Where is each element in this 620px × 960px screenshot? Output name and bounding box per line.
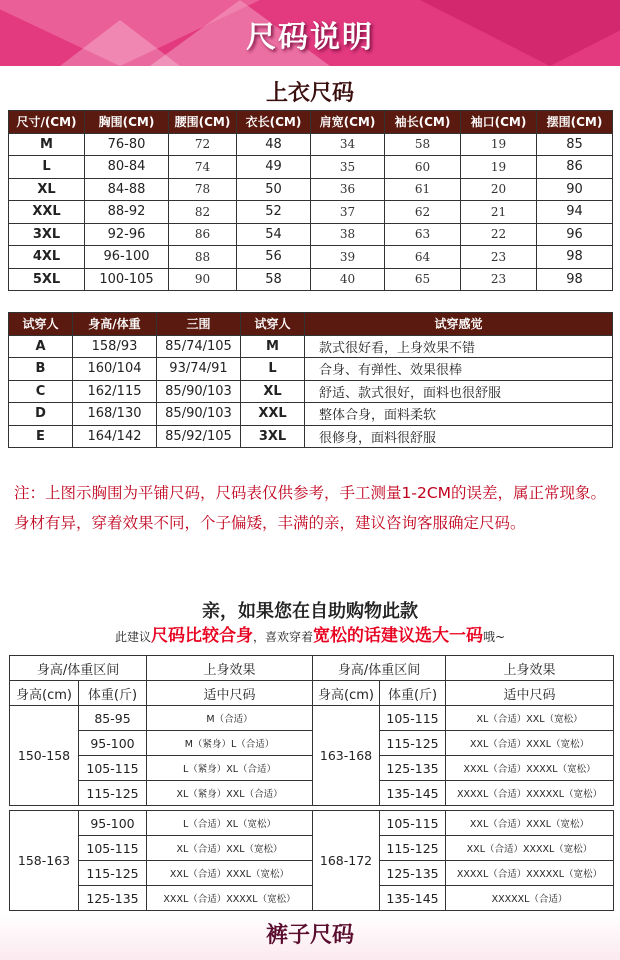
weight-cell: 135-145 bbox=[380, 781, 446, 806]
header-banner bbox=[0, 0, 620, 66]
table-row bbox=[9, 425, 613, 448]
size-cell: XXXXL（合适）XXXXXL（宽松） bbox=[446, 861, 614, 886]
table-cell: 94 bbox=[537, 201, 613, 224]
size-cell: XXL（合适）XXXL（宽松） bbox=[147, 861, 313, 886]
advice-text-3: 哦~ bbox=[482, 630, 506, 644]
size-cell: XXL（合适）XXXXL（宽松） bbox=[446, 836, 614, 861]
table-cell: 38 bbox=[311, 223, 385, 246]
table-cell: 164/142 bbox=[73, 425, 157, 448]
weight-cell: 115-125 bbox=[79, 781, 147, 806]
weight-cell: 105-115 bbox=[380, 706, 446, 731]
table-cell: 84-88 bbox=[85, 178, 169, 201]
top-size-title: 上衣尺码 bbox=[265, 81, 354, 106]
tryon-header-cell: 试穿人 bbox=[241, 313, 305, 336]
table-row bbox=[9, 201, 613, 224]
guide-header-row bbox=[10, 656, 614, 681]
table-cell: 52 bbox=[237, 201, 311, 224]
weight-cell: 125-135 bbox=[380, 861, 446, 886]
table-cell: A bbox=[9, 335, 73, 358]
table-cell: XXL bbox=[9, 201, 85, 224]
table-cell: M bbox=[9, 133, 85, 156]
table-row bbox=[9, 403, 613, 426]
tryon-header-cell: 试穿感觉 bbox=[305, 313, 613, 336]
table-row bbox=[10, 731, 614, 756]
weight-cell: 95-100 bbox=[79, 811, 147, 836]
height-range-cell: 163-168 bbox=[313, 706, 380, 806]
table-row bbox=[9, 178, 613, 201]
table-cell: 36 bbox=[311, 178, 385, 201]
table-cell: 3XL bbox=[241, 425, 305, 448]
table-cell: 98 bbox=[537, 246, 613, 269]
table-row bbox=[9, 133, 613, 156]
top-header-cell: 袖口(CM) bbox=[461, 111, 537, 134]
table-cell: 34 bbox=[311, 133, 385, 156]
table-row bbox=[10, 836, 614, 861]
top-header-cell: 肩宽(CM) bbox=[311, 111, 385, 134]
table-row bbox=[9, 156, 613, 179]
weight-cell: 95-100 bbox=[79, 731, 147, 756]
table-cell: 88-92 bbox=[85, 201, 169, 224]
table-cell: 63 bbox=[385, 223, 461, 246]
weight-cell: 105-115 bbox=[79, 756, 147, 781]
guide-head-effect: 上身效果 bbox=[446, 656, 614, 681]
tryon-table bbox=[8, 312, 613, 448]
table-row bbox=[9, 380, 613, 403]
table-cell: 86 bbox=[537, 156, 613, 179]
table-row bbox=[9, 268, 613, 291]
table-cell: 20 bbox=[461, 178, 537, 201]
table-cell: 61 bbox=[385, 178, 461, 201]
guide-head-effect: 上身效果 bbox=[147, 656, 313, 681]
size-cell: XL（紧身）XXL（合适） bbox=[147, 781, 313, 806]
table-cell: 48 bbox=[237, 133, 311, 156]
table-cell: 78 bbox=[169, 178, 237, 201]
table-cell: 93/74/91 bbox=[157, 358, 241, 381]
table-cell: 96 bbox=[537, 223, 613, 246]
table-row bbox=[10, 886, 614, 911]
guide-subhead: 体重(斤) bbox=[79, 681, 147, 706]
table-cell: 舒适、款式很好，面料也很舒服 bbox=[305, 380, 613, 403]
table-cell: 88 bbox=[169, 246, 237, 269]
table-cell: 82 bbox=[169, 201, 237, 224]
height-range-cell: 150-158 bbox=[10, 706, 79, 806]
height-weight-guide-top bbox=[9, 655, 614, 806]
table-cell: 85 bbox=[537, 133, 613, 156]
height-range-cell: 158-163 bbox=[10, 811, 79, 911]
table-cell: 76-80 bbox=[85, 133, 169, 156]
guide-head-range: 身高/体重区间 bbox=[10, 656, 147, 681]
table-cell: 65 bbox=[385, 268, 461, 291]
advice-text-1: 此建议 bbox=[114, 630, 151, 644]
top-size-table bbox=[8, 110, 613, 291]
advice-text-2: ，喜欢穿着 bbox=[252, 630, 313, 644]
table-cell: 款式很好看，上身效果不错 bbox=[305, 335, 613, 358]
table-cell: L bbox=[241, 358, 305, 381]
guide-subhead: 身高(cm) bbox=[10, 681, 79, 706]
advice-highlight-fit: 尺码比较合身 bbox=[150, 626, 253, 646]
table-cell: 35 bbox=[311, 156, 385, 179]
table-cell: 合身、有弹性、效果很棒 bbox=[305, 358, 613, 381]
table-cell: 50 bbox=[237, 178, 311, 201]
guide-subhead: 适中尺码 bbox=[147, 681, 313, 706]
weight-cell: 85-95 bbox=[79, 706, 147, 731]
table-cell: 162/115 bbox=[73, 380, 157, 403]
table-cell: 56 bbox=[237, 246, 311, 269]
size-cell: L（紧身）XL（合适） bbox=[147, 756, 313, 781]
top-header-cell: 衣长(CM) bbox=[237, 111, 311, 134]
table-cell: 22 bbox=[461, 223, 537, 246]
table-cell: 160/104 bbox=[73, 358, 157, 381]
table-cell: 3XL bbox=[9, 223, 85, 246]
table-row bbox=[10, 811, 614, 836]
guide-header-row bbox=[10, 681, 614, 706]
table-cell: 85/92/105 bbox=[157, 425, 241, 448]
top-header-cell: 袖长(CM) bbox=[385, 111, 461, 134]
table-cell: 168/130 bbox=[73, 403, 157, 426]
table-cell: C bbox=[9, 380, 73, 403]
table-cell: D bbox=[9, 403, 73, 426]
tryon-header-cell: 身高/体重 bbox=[73, 313, 157, 336]
weight-cell: 125-135 bbox=[79, 886, 147, 911]
table-cell: 5XL bbox=[9, 268, 85, 291]
size-cell: XXL（合适）XXXL（宽松） bbox=[446, 811, 614, 836]
table-cell: 39 bbox=[311, 246, 385, 269]
table-cell: 74 bbox=[169, 156, 237, 179]
guide-subhead: 体重(斤) bbox=[380, 681, 446, 706]
table-cell: 40 bbox=[311, 268, 385, 291]
table-cell: 90 bbox=[169, 268, 237, 291]
weight-cell: 125-135 bbox=[380, 756, 446, 781]
table-cell: 92-96 bbox=[85, 223, 169, 246]
size-cell: XXL（合适）XXXL（宽松） bbox=[446, 731, 614, 756]
table-cell: 49 bbox=[237, 156, 311, 179]
table-cell: 整体合身，面料柔软 bbox=[305, 403, 613, 426]
guide-head-range: 身高/体重区间 bbox=[313, 656, 446, 681]
guide-subhead: 身高(cm) bbox=[313, 681, 380, 706]
table-cell: B bbox=[9, 358, 73, 381]
weight-cell: 115-125 bbox=[79, 861, 147, 886]
pants-size-title: 裤子尺码 bbox=[265, 923, 354, 948]
size-cell: M（紧身）L（合适） bbox=[147, 731, 313, 756]
table-cell: L bbox=[9, 156, 85, 179]
height-range-cell: 168-172 bbox=[313, 811, 380, 911]
size-cell: XXXXXL（合适） bbox=[446, 886, 614, 911]
table-row bbox=[9, 335, 613, 358]
table-cell: 72 bbox=[169, 133, 237, 156]
table-cell: 37 bbox=[311, 201, 385, 224]
table-row bbox=[9, 223, 613, 246]
table-row bbox=[9, 246, 613, 269]
table-cell: 85/90/103 bbox=[157, 403, 241, 426]
table-cell: 4XL bbox=[9, 246, 85, 269]
size-cell: XXXL（合适）XXXXL（宽松） bbox=[147, 886, 313, 911]
size-cell: XL（合适）XXL（宽松） bbox=[147, 836, 313, 861]
table-cell: E bbox=[9, 425, 73, 448]
table-cell: 96-100 bbox=[85, 246, 169, 269]
table-cell: 85/90/103 bbox=[157, 380, 241, 403]
weight-cell: 115-125 bbox=[380, 731, 446, 756]
table-cell: 62 bbox=[385, 201, 461, 224]
table-cell: XL bbox=[9, 178, 85, 201]
table-cell: 58 bbox=[237, 268, 311, 291]
advice-heading: 亲，如果您在自助购物此款 bbox=[202, 601, 418, 622]
advice-subline bbox=[0, 621, 620, 646]
table-cell: 86 bbox=[169, 223, 237, 246]
table-cell: 80-84 bbox=[85, 156, 169, 179]
table-cell: 100-105 bbox=[85, 268, 169, 291]
guide-subhead: 适中尺码 bbox=[446, 681, 614, 706]
table-row bbox=[9, 358, 613, 381]
table-row bbox=[10, 756, 614, 781]
top-header-cell: 胸围(CM) bbox=[85, 111, 169, 134]
top-header-cell: 摆围(CM) bbox=[537, 111, 613, 134]
table-cell: 58 bbox=[385, 133, 461, 156]
table-cell: 54 bbox=[237, 223, 311, 246]
size-cell: XXXL（合适）XXXXL（宽松） bbox=[446, 756, 614, 781]
table-cell: 19 bbox=[461, 156, 537, 179]
weight-cell: 105-115 bbox=[79, 836, 147, 861]
size-cell: M（合适） bbox=[147, 706, 313, 731]
table-cell: M bbox=[241, 335, 305, 358]
table-cell: 23 bbox=[461, 246, 537, 269]
size-cell: XXXXL（合适）XXXXXL（宽松） bbox=[446, 781, 614, 806]
table-cell: 21 bbox=[461, 201, 537, 224]
table-row bbox=[10, 861, 614, 886]
table-cell: 60 bbox=[385, 156, 461, 179]
table-cell: 64 bbox=[385, 246, 461, 269]
page-title: 尺码说明 bbox=[246, 20, 374, 55]
weight-cell: 135-145 bbox=[380, 886, 446, 911]
tryon-header-cell: 试穿人 bbox=[9, 313, 73, 336]
table-cell: 23 bbox=[461, 268, 537, 291]
table-cell: 98 bbox=[537, 268, 613, 291]
table-row bbox=[10, 706, 614, 731]
weight-cell: 105-115 bbox=[380, 811, 446, 836]
weight-cell: 115-125 bbox=[380, 836, 446, 861]
table-cell: 158/93 bbox=[73, 335, 157, 358]
table-cell: 90 bbox=[537, 178, 613, 201]
height-weight-guide-bottom bbox=[9, 810, 614, 911]
table-cell: 很修身，面料很舒服 bbox=[305, 425, 613, 448]
size-cell: XL（合适）XXL（宽松） bbox=[446, 706, 614, 731]
top-header-cell: 腰围(CM) bbox=[169, 111, 237, 134]
top-header-cell: 尺寸/(CM) bbox=[9, 111, 85, 134]
table-row bbox=[10, 781, 614, 806]
size-note: 注：上图示胸围为平铺尺码，尺码表仅供参考，手工测量1-2CM的误差，属正常现象。身材有异，穿着效果不同，个子偏矮，丰满的亲，建议咨询客服确定尺码。 bbox=[14, 484, 607, 532]
table-cell: XL bbox=[241, 380, 305, 403]
table-cell: 85/74/105 bbox=[157, 335, 241, 358]
table-cell: XXL bbox=[241, 403, 305, 426]
advice-highlight-loose: 宽松的话建议选大一码 bbox=[312, 626, 483, 646]
size-cell: L（合适）XL（宽松） bbox=[147, 811, 313, 836]
tryon-header-cell: 三围 bbox=[157, 313, 241, 336]
table-cell: 19 bbox=[461, 133, 537, 156]
